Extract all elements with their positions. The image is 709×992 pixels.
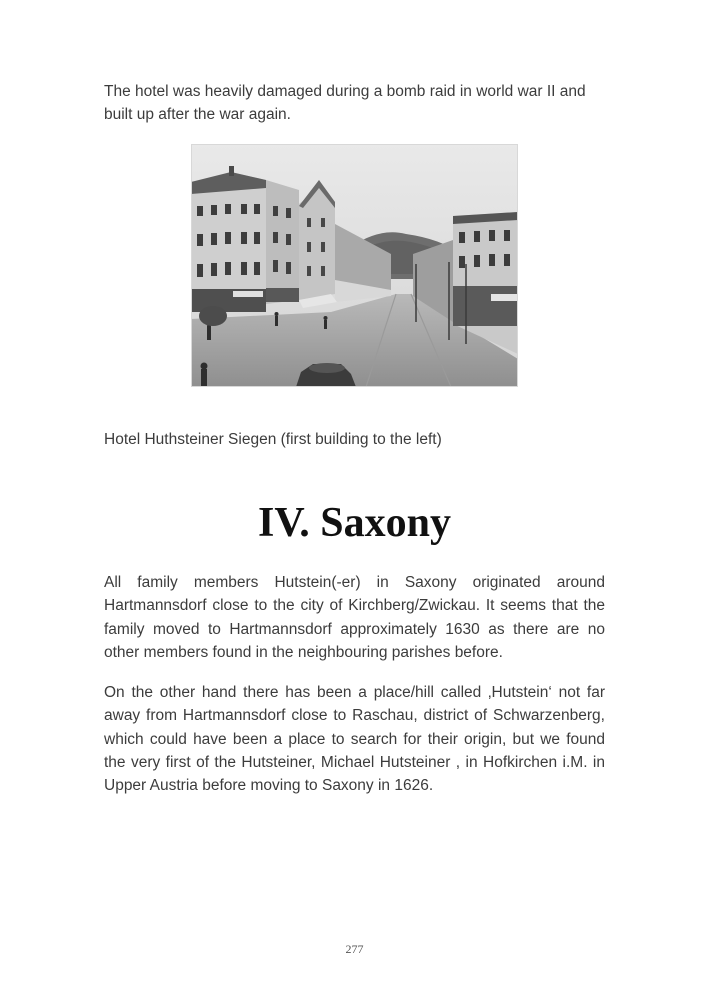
body-paragraph: All family members Hutstein(-er) in Saxony originated around Hartmannsdorf close to the city of Kirchberg/Zwickau. It seems that the family moved to Hartmannsdorf approximately 1630 as there are no other members found in the neighbouring parishes before.: [104, 574, 605, 661]
historic-street-photo: [191, 144, 518, 387]
section-heading: IV. Saxony: [258, 500, 451, 546]
intro-paragraph: The hotel was heavily damaged during a bomb raid in world war II and built up after the war again.: [104, 83, 586, 124]
body-paragraph: On the other hand there has been a place/hill called ‚Hutstein‘ not far away from Hartmannsdorf close to Raschau, district of Schwarzenberg, which could have been a place to search for their origin, but we found the very first of the Hutsteiner, Michael Hutsteiner , in Hofkirchen i.M. in Upper Austria before moving to Saxony in 1626.: [104, 684, 605, 795]
page-number: 277: [345, 942, 364, 956]
photo-icon: [191, 144, 518, 387]
photo-caption: Hotel Huthsteiner Siegen (first building to the left): [104, 431, 442, 448]
